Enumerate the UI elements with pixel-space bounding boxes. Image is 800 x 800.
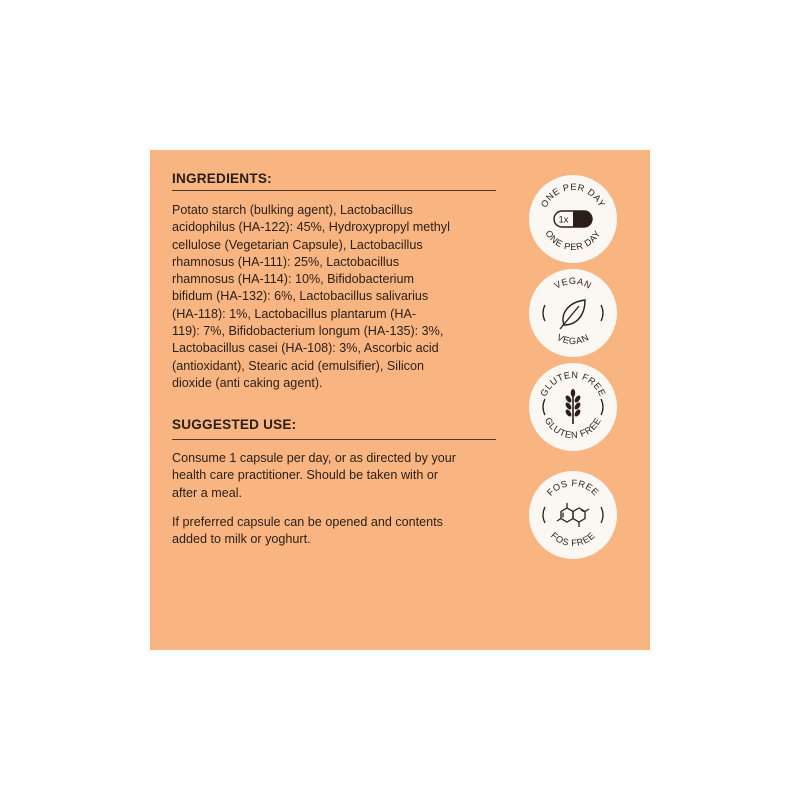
svg-text:FOS FREE — [549, 530, 597, 548]
gluten-free-badge — [529, 363, 617, 451]
fos-free-bottom-label: FOS FREE — [548, 530, 598, 549]
info-panel — [150, 150, 650, 650]
svg-text:FOS FREE — [545, 478, 601, 498]
ingredients-divider — [172, 190, 496, 191]
left-bracket-icon — [543, 305, 545, 321]
capsule-icon — [554, 211, 592, 227]
one-per-day-top-label: ONE PER DAY — [538, 181, 608, 210]
svg-text:ONE PER DAY — [539, 182, 607, 209]
right-bracket-icon — [601, 305, 603, 321]
gluten-free-bottom-label: GLUTEN FREE — [542, 415, 604, 441]
svg-text:VEGAN — [553, 276, 594, 291]
suggested-use-heading: SUGGESTED USE: — [172, 417, 297, 432]
one-per-day-bottom-label: ONE PER DAY — [543, 228, 603, 253]
svg-text:VEGAN — [555, 332, 590, 346]
capsule-dose-label: 1x — [558, 214, 569, 226]
ingredients-text: Potato starch (bulking agent), Lactobacillus acidophilus (HA-122): 45%, Hydroxypropyl methyl cellulose (Vegetarian Capsule), Lactobacillus rhamnosus (HA-111): 25%, Lactobacillus rhamnosus (HA-114): 10%, Bifidobacterium bifidum (HA-132): 6%, Lactobacillus salivarius (HA-118): 1%, Lactobacillus plantarum (HA- 119): 7%, Bifidobacterium longum (HA-135): 3%, Lactobacillus casei (HA-108): 3%, Ascorbic acid (antioxidant), Stearic acid (emulsifier), Silicon dioxide (anti caking agent). — [172, 203, 450, 390]
fos-free-badge — [529, 471, 617, 559]
left-bracket-icon — [543, 399, 545, 415]
leaf-icon — [560, 300, 585, 329]
vegan-bottom-label: VEGAN — [555, 332, 591, 347]
fos-free-top-label: FOS FREE — [545, 477, 601, 498]
right-bracket-icon — [601, 399, 603, 415]
suggested-use-text-2: If preferred capsule can be opened and contents added to milk or yoghurt. — [172, 515, 443, 547]
ingredients-heading: INGREDIENTS: — [172, 171, 272, 186]
svg-text:ONE PER DAY — [543, 228, 602, 252]
right-bracket-icon — [601, 507, 603, 523]
gluten-free-top-label: GLUTEN FREE — [538, 369, 608, 399]
suggested-use-divider — [172, 439, 496, 440]
suggested-use-text-1: Consume 1 capsule per day, or as directed by your health care practitioner. Should be taken with or after a meal. — [172, 451, 456, 500]
left-bracket-icon — [543, 507, 545, 523]
molecule-icon — [557, 503, 589, 527]
vegan-badge — [529, 269, 617, 357]
one-per-day-badge — [529, 175, 617, 263]
wheat-icon — [564, 389, 581, 424]
vegan-top-label: VEGAN — [552, 275, 594, 291]
